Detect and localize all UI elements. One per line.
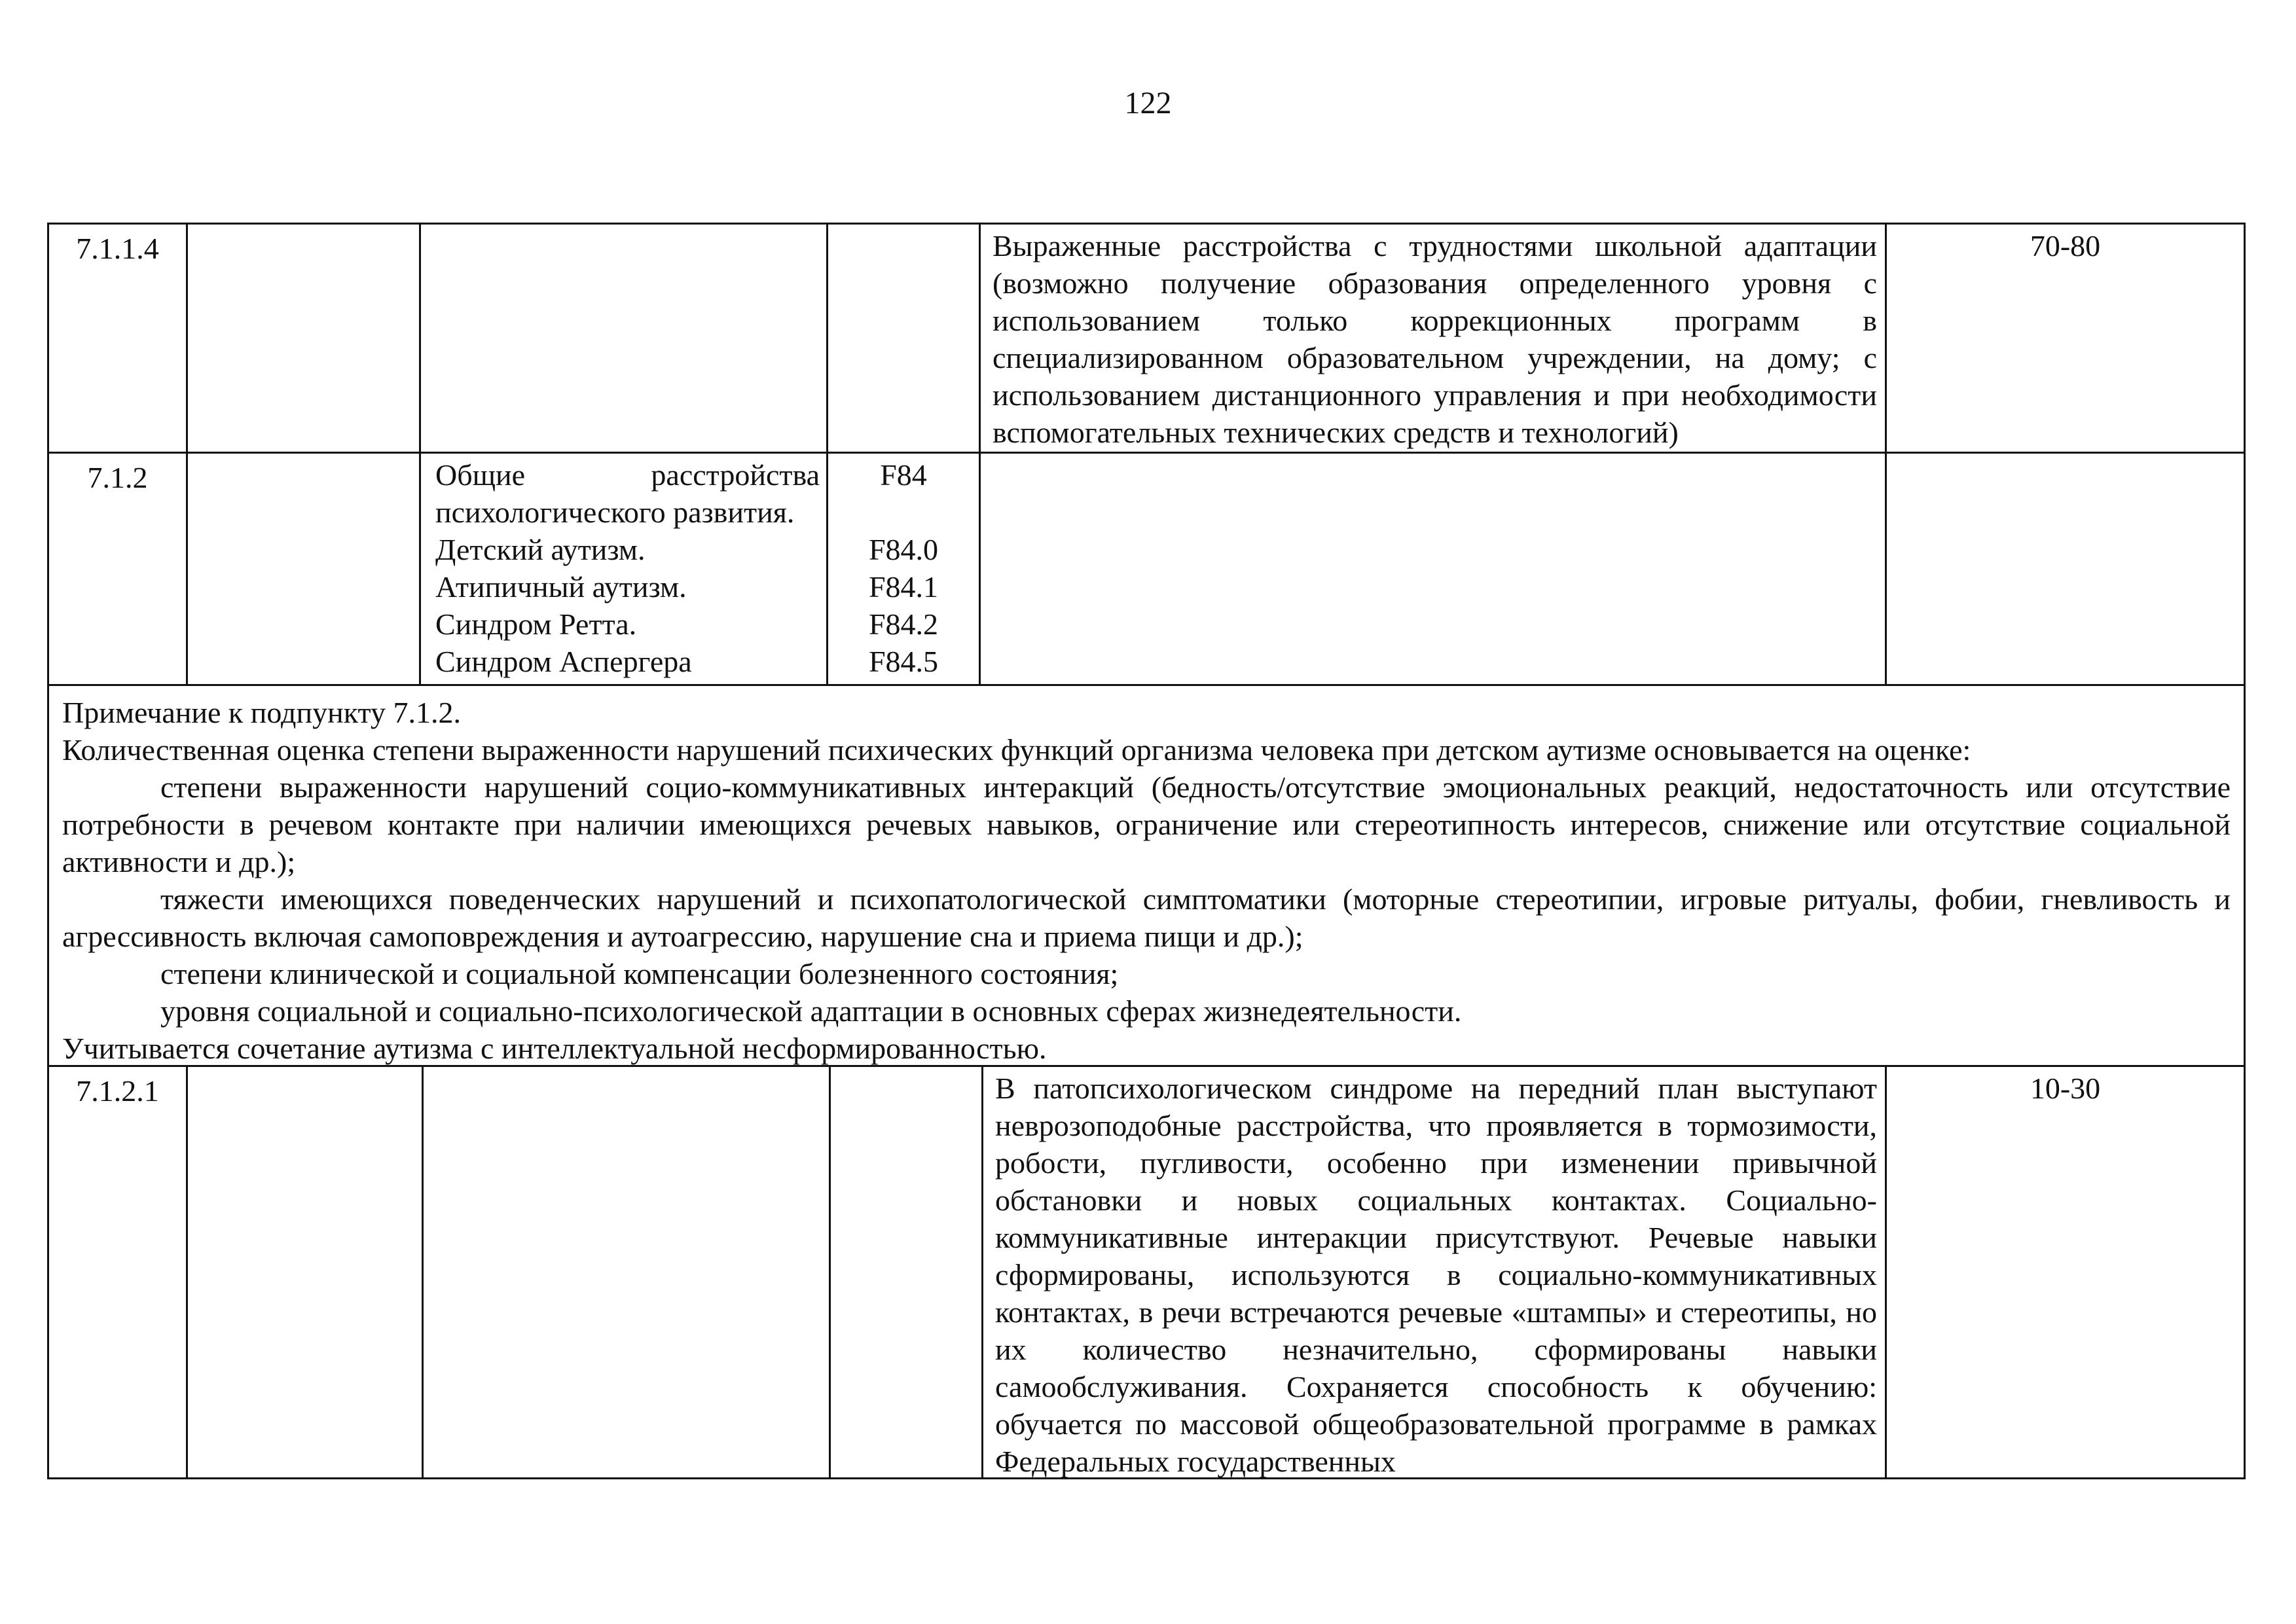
row-7114-description: Выраженные расстройства с трудностями школьной адаптации (возможно получение образования определенного уровня с использованием только коррекционных программ в специализированном образовательном учреждении, на дому; с использованием дистанционного управления и при необходимости вспомогательных технических средств и технологий) bbox=[981, 225, 1887, 454]
page-number: 122 bbox=[1124, 86, 1172, 120]
row-7121-col4 bbox=[831, 1067, 983, 1477]
row-7114-code: 7.1.1.4 bbox=[49, 225, 188, 454]
row-7121-description: В патопсихологическом синдроме на передний план выступают неврозоподобные расстройства, что проявляется в тормозимости, робости, пугливости, особенно при изменении привычной обстановки и новых социальных контактах. Социально-коммуникативные интеракции присутствуют. Речевые навыки сформированы, используются в социально-коммуникативных контактах, в речи встречаются речевые «штампы» и стереотипы, но их количество незначительно, сформированы навыки самообслуживания. Сохраняется способность к обучению: обучается по массовой общеобразовательной программе в рамках Федеральных государственных bbox=[983, 1067, 1887, 1477]
row-712-description bbox=[981, 454, 1887, 686]
icd-code: F84 bbox=[880, 458, 927, 492]
criteria-table bbox=[47, 223, 2246, 1479]
row-7114-value: 70-80 bbox=[1887, 225, 2244, 454]
row-712-icd-codes bbox=[828, 454, 981, 686]
row-7121-col3 bbox=[424, 1067, 831, 1477]
note-title: Примечание к подпункту 7.1.2. bbox=[62, 696, 461, 729]
row-712-code: 7.1.2 bbox=[49, 454, 188, 686]
note-item: степени выраженности нарушений социо-коммуникативных интеракций (бедность/отсутствие эмоциональных реакций, недостаточность или отсутствие потребности в речевом контакте при наличии имеющихся речевых навыков, ограничение или стереотипность интересов, снижение или отсутствие социальной активности и др.); bbox=[62, 770, 2231, 878]
row-712-names bbox=[421, 454, 828, 686]
row-7114-col2 bbox=[188, 225, 421, 454]
name-item: Общие расстройства психологического развития. bbox=[435, 458, 820, 529]
row-712-col2 bbox=[188, 454, 421, 686]
name-item: Атипичный аутизм. bbox=[435, 570, 687, 604]
row-7114-col3 bbox=[421, 225, 828, 454]
note-intro: Количественная оценка степени выраженности нарушений психических функций организма человека при детском аутизме основывается на оценке: bbox=[62, 733, 1971, 767]
row-712-value bbox=[1887, 454, 2244, 686]
row-7121-code: 7.1.2.1 bbox=[49, 1067, 188, 1477]
note-712 bbox=[49, 686, 2244, 1067]
row-7114-col4 bbox=[828, 225, 981, 454]
name-item: Детский аутизм. bbox=[435, 533, 646, 566]
row-7121-value: 10-30 bbox=[2030, 1072, 2101, 1105]
icd-code: F84.5 bbox=[868, 645, 939, 678]
name-item: Синдром Аспергера bbox=[435, 645, 692, 678]
note-item: тяжести имеющихся поведенческих нарушений и психопатологической симптоматики (моторные стереотипии, игровые ритуалы, фобии, гневливость и агрессивность включая самоповреждения и аутоагрессию, нарушение сна и приема пищи и др.); bbox=[62, 882, 2231, 953]
note-item: уровня социальной и социально-психологической адаптации в основных сферах жизнедеятельности. bbox=[160, 994, 1462, 1028]
note-item: степени клинической и социальной компенсации болезненного состояния; bbox=[160, 957, 1119, 990]
note-closing: Учитывается сочетание аутизма с интеллектуальной несформированностью. bbox=[62, 1032, 1047, 1065]
icd-code: F84.1 bbox=[868, 570, 939, 604]
icd-code: F84.2 bbox=[868, 607, 939, 641]
name-item: Синдром Ретта. bbox=[435, 607, 637, 641]
row-7121-col2 bbox=[188, 1067, 424, 1477]
icd-code: F84.0 bbox=[868, 533, 939, 566]
